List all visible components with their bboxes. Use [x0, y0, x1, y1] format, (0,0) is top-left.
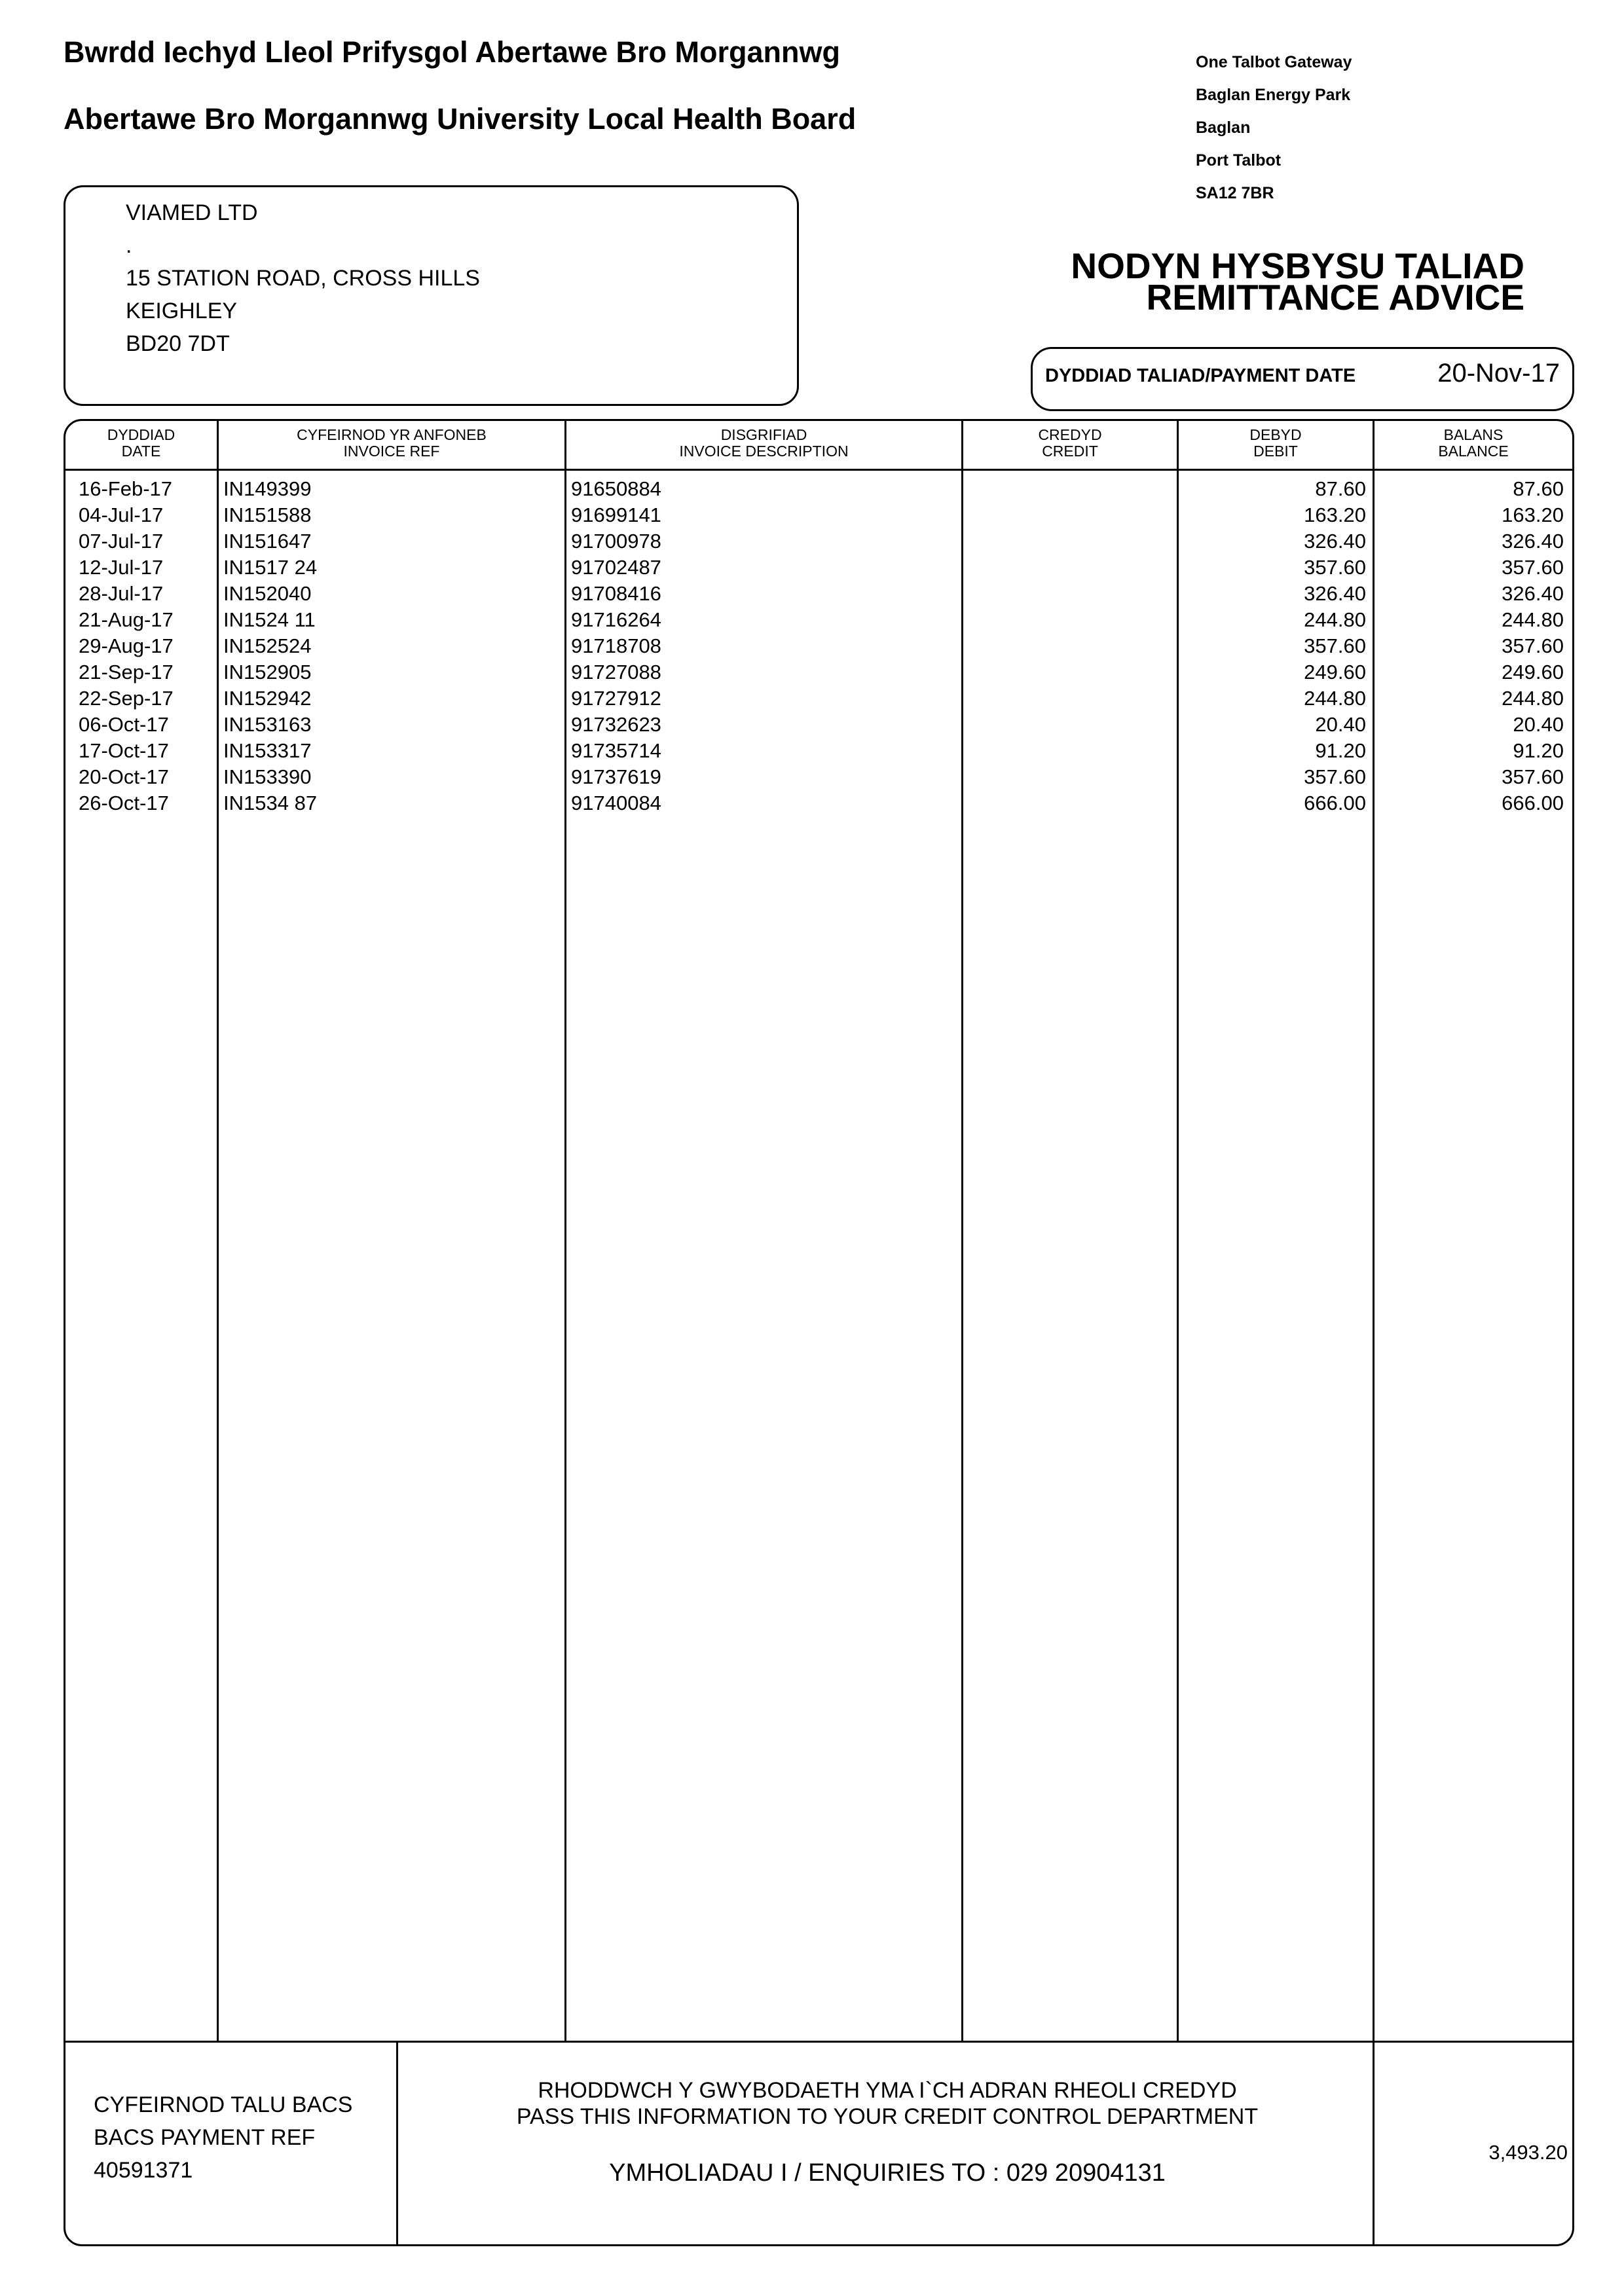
office-address-line: Baglan Energy Park — [1196, 86, 1351, 104]
office-address-line: Baglan — [1196, 118, 1251, 137]
table-cell-date: 17-Oct-17 — [79, 739, 169, 762]
table-cell-debit: 326.40 — [1304, 530, 1366, 553]
table-cell-ref: IN1524 11 — [223, 608, 316, 631]
debit-column — [1179, 476, 1366, 816]
table-cell-debit: 666.00 — [1304, 792, 1366, 814]
column-header-credit — [963, 427, 1177, 460]
table-cell-desc: 91727912 — [571, 687, 661, 710]
table-cell-date: 16-Feb-17 — [79, 477, 173, 500]
balance-column — [1375, 476, 1564, 816]
table-cell-debit: 20.40 — [1315, 713, 1366, 736]
table-cell-debit: 357.60 — [1304, 634, 1366, 657]
table-cell-desc: 91718708 — [571, 634, 661, 657]
table-cell-date: 28-Jul-17 — [79, 582, 164, 605]
table-cell-balance: 249.60 — [1502, 661, 1564, 683]
table-cell-ref: IN152524 — [223, 634, 312, 657]
description-column — [571, 476, 661, 816]
table-cell-debit: 249.60 — [1304, 661, 1366, 683]
table-cell-date: 12-Jul-17 — [79, 556, 164, 579]
table-cell-desc: 91716264 — [571, 608, 661, 631]
recipient-address-line: 15 STATION ROAD, CROSS HILLS — [126, 266, 480, 291]
column-header-label: CREDYD — [1038, 426, 1102, 443]
table-cell-ref: IN149399 — [223, 477, 312, 500]
table-cell-credit — [963, 476, 1170, 502]
table-cell-debit: 91.20 — [1315, 739, 1366, 762]
column-header-description — [566, 427, 961, 460]
bacs-payment-ref-block — [94, 2088, 352, 2187]
table-cell-date: 04-Jul-17 — [79, 503, 164, 526]
table-cell-ref: IN152040 — [223, 582, 312, 605]
table-cell-desc: 91737619 — [571, 765, 661, 788]
table-cell-balance: 666.00 — [1502, 792, 1564, 814]
column-header-balance — [1375, 427, 1572, 460]
document-title-english: REMITTANCE ADVICE — [1146, 277, 1524, 318]
column-header-debit — [1179, 427, 1373, 460]
table-cell-balance: 20.40 — [1513, 713, 1564, 736]
table-cell-desc: 91700978 — [571, 530, 661, 553]
recipient-address — [126, 196, 480, 360]
table-cell-ref: IN152942 — [223, 687, 312, 710]
column-header-label: BALANS — [1443, 426, 1504, 443]
table-cell-credit — [963, 581, 1170, 607]
table-cell-balance: 163.20 — [1502, 503, 1564, 526]
office-address-line: SA12 7BR — [1196, 184, 1274, 202]
column-header-label: BALANCE — [1438, 443, 1509, 460]
table-cell-balance: 326.40 — [1502, 530, 1564, 553]
office-address — [1196, 46, 1352, 210]
recipient-address-line: VIAMED LTD — [126, 200, 258, 225]
table-cell-desc: 91702487 — [571, 556, 661, 579]
header-divider — [64, 469, 1574, 471]
credit-control-message-english: PASS THIS INFORMATION TO YOUR CREDIT CONTROL DEPARTMENT — [516, 2104, 1259, 2129]
table-cell-credit — [963, 764, 1170, 790]
table-cell-credit — [963, 738, 1170, 764]
table-cell-ref: IN151588 — [223, 503, 312, 526]
table-cell-ref: IN152905 — [223, 661, 312, 683]
enquiries-phone: YMHOLIADAU I / ENQUIRIES TO : 029 20904131 — [609, 2159, 1166, 2187]
table-cell-debit: 326.40 — [1304, 582, 1366, 605]
column-divider — [217, 419, 219, 2042]
bacs-label-welsh: CYFEIRNOD TALU BACS — [94, 2092, 353, 2117]
table-cell-desc: 91727088 — [571, 661, 661, 683]
table-cell-debit: 163.20 — [1304, 503, 1366, 526]
table-cell-debit: 357.60 — [1304, 556, 1366, 579]
table-cell-date: 26-Oct-17 — [79, 792, 169, 814]
table-cell-desc: 91735714 — [571, 739, 661, 762]
recipient-address-line: KEIGHLEY — [126, 299, 238, 323]
table-cell-balance: 326.40 — [1502, 582, 1564, 605]
column-divider — [564, 419, 566, 2042]
table-cell-ref: IN1534 87 — [223, 792, 318, 814]
column-header-label: DEBIT — [1253, 443, 1298, 460]
org-name-welsh: Bwrdd Iechyd Lleol Prifysgol Abertawe Bro Morgannwg — [64, 35, 840, 69]
table-cell-ref: IN153317 — [223, 739, 312, 762]
column-header-label: DEBYD — [1249, 426, 1302, 443]
date-column — [79, 476, 174, 816]
table-cell-balance: 244.80 — [1502, 608, 1564, 631]
column-header-invoice-ref — [219, 427, 564, 460]
table-cell-desc: 91699141 — [571, 503, 661, 526]
office-address-line: Port Talbot — [1196, 151, 1282, 170]
table-cell-date: 21-Sep-17 — [79, 661, 174, 683]
table-cell-balance: 357.60 — [1502, 634, 1564, 657]
table-cell-ref: IN151647 — [223, 530, 312, 553]
table-cell-balance: 357.60 — [1502, 765, 1564, 788]
table-cell-credit — [963, 502, 1170, 528]
column-header-label: CREDIT — [1042, 443, 1098, 460]
column-header-label: CYFEIRNOD YR ANFONEB — [297, 426, 487, 443]
table-cell-date: 07-Jul-17 — [79, 530, 164, 553]
table-cell-ref: IN153163 — [223, 713, 312, 736]
bacs-ref-value: 40591371 — [94, 2158, 193, 2183]
table-cell-balance: 87.60 — [1513, 477, 1564, 500]
table-cell-desc: 91650884 — [571, 477, 661, 500]
table-cell-date: 22-Sep-17 — [79, 687, 174, 710]
table-cell-date: 20-Oct-17 — [79, 765, 169, 788]
column-header-label: INVOICE DESCRIPTION — [679, 443, 849, 460]
column-header-label: DISGRIFIAD — [720, 426, 807, 443]
table-cell-credit — [963, 555, 1170, 581]
table-cell-desc: 91708416 — [571, 582, 661, 605]
table-cell-ref: IN153390 — [223, 765, 312, 788]
bacs-label-english: BACS PAYMENT REF — [94, 2125, 316, 2150]
table-cell-ref: IN1517 24 — [223, 556, 318, 579]
credit-column — [963, 476, 1170, 816]
table-cell-debit: 87.60 — [1315, 477, 1366, 500]
invoice-ref-column — [223, 476, 317, 816]
total-amount: 3,493.20 — [1488, 2141, 1568, 2164]
recipient-address-line: . — [126, 233, 132, 258]
payment-date-value: 20-Nov-17 — [1437, 359, 1560, 388]
table-cell-date: 29-Aug-17 — [79, 634, 174, 657]
column-header-label: INVOICE REF — [343, 443, 440, 460]
footer-column-divider — [396, 2041, 398, 2246]
table-cell-debit: 357.60 — [1304, 765, 1366, 788]
table-cell-credit — [963, 607, 1170, 633]
table-cell-credit — [963, 659, 1170, 685]
document-title-welsh: NODYN HYSBYSU TALIAD — [1071, 246, 1524, 286]
org-name-english: Abertawe Bro Morgannwg University Local Health Board — [64, 102, 857, 136]
table-cell-date: 06-Oct-17 — [79, 713, 169, 736]
column-header-label: DYDDIAD — [107, 426, 175, 443]
office-address-line: One Talbot Gateway — [1196, 53, 1352, 71]
table-cell-credit — [963, 712, 1170, 738]
recipient-address-line: BD20 7DT — [126, 331, 230, 356]
table-cell-credit — [963, 790, 1170, 816]
credit-control-message-welsh: RHODDWCH Y GWYBODAETH YMA I`CH ADRAN RHEOLI CREDYD — [538, 2078, 1237, 2103]
table-cell-balance: 357.60 — [1502, 556, 1564, 579]
payment-date-label: DYDDIAD TALIAD/PAYMENT DATE — [1045, 365, 1356, 386]
table-cell-date: 21-Aug-17 — [79, 608, 174, 631]
table-cell-desc: 91740084 — [571, 792, 661, 814]
table-cell-debit: 244.80 — [1304, 687, 1366, 710]
column-header-date — [65, 427, 217, 460]
table-cell-credit — [963, 528, 1170, 555]
table-cell-balance: 244.80 — [1502, 687, 1564, 710]
table-cell-credit — [963, 685, 1170, 712]
column-header-label: DATE — [121, 443, 161, 460]
table-cell-credit — [963, 633, 1170, 659]
table-cell-debit: 244.80 — [1304, 608, 1366, 631]
table-cell-balance: 91.20 — [1513, 739, 1564, 762]
table-cell-desc: 91732623 — [571, 713, 661, 736]
footer-divider — [64, 2041, 1574, 2043]
